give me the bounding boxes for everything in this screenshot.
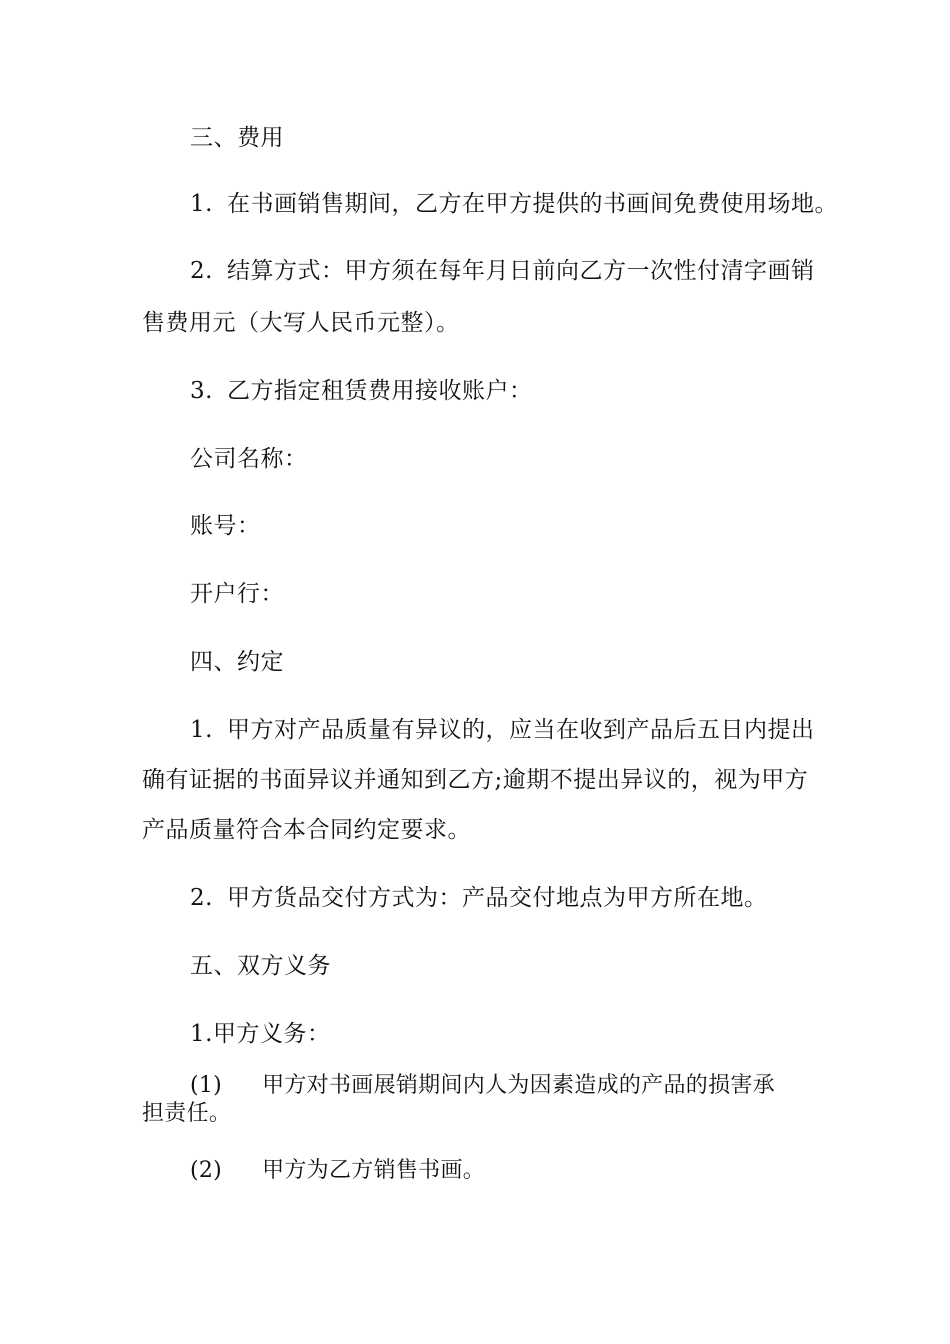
clause-4-1-line2: 确有证据的书面异议并通知到乙方;逾期不提出异议的，视为甲方	[142, 767, 809, 793]
clause-3-2-line1	[190, 257, 814, 285]
obligation-2	[190, 1157, 485, 1185]
clause-4-1-line3: 产品质量符合本合同约定要求。	[142, 817, 471, 843]
clause-3-2-line2: 售费用元（大写人民币元整）。	[142, 310, 460, 336]
clause-number: 1.	[190, 717, 213, 743]
section-heading-fees: 三、费用	[190, 125, 284, 151]
item-text: 甲方为乙方销售书画。	[262, 1158, 486, 1183]
clause-3-1	[190, 190, 838, 218]
clause-number: 2.	[190, 885, 213, 911]
item-number: (1)	[190, 1073, 223, 1098]
clause-number: 1.	[190, 191, 213, 217]
bank-label: 开户行：	[190, 581, 284, 607]
clause-text: 甲方对产品质量有异议的，应当在收到产品后五日内提出	[226, 717, 815, 743]
section-heading-agreement: 四、约定	[190, 649, 284, 675]
clause-4-1-line1	[190, 716, 814, 744]
item-number: (2)	[190, 1158, 223, 1183]
clause-text: 结算方式：甲方须在每年月日前向乙方一次性付清字画销	[226, 258, 815, 284]
company-name-label: 公司名称：	[190, 446, 308, 472]
clause-number: 2.	[190, 258, 213, 284]
section-heading-obligations: 五、双方义务	[190, 953, 331, 979]
clause-4-2	[190, 884, 767, 912]
clause-text: 乙方指定租赁费用接收账户：	[226, 378, 533, 404]
clause-3-3	[190, 377, 532, 405]
party-a-obligations-heading: 1.甲方义务：	[190, 1021, 331, 1047]
item-text: 甲方对书画展销期间内人为因素造成的产品的损害承	[262, 1073, 775, 1098]
obligation-1-line1	[190, 1072, 775, 1100]
obligation-1-line2: 担责任。	[142, 1101, 232, 1126]
clause-text: 甲方货品交付方式为：产品交付地点为甲方所在地。	[226, 885, 768, 911]
account-label: 账号：	[190, 513, 261, 539]
clause-text: 在书画销售期间，乙方在甲方提供的书画间免费使用场地。	[226, 191, 838, 217]
clause-number: 3.	[190, 378, 213, 404]
